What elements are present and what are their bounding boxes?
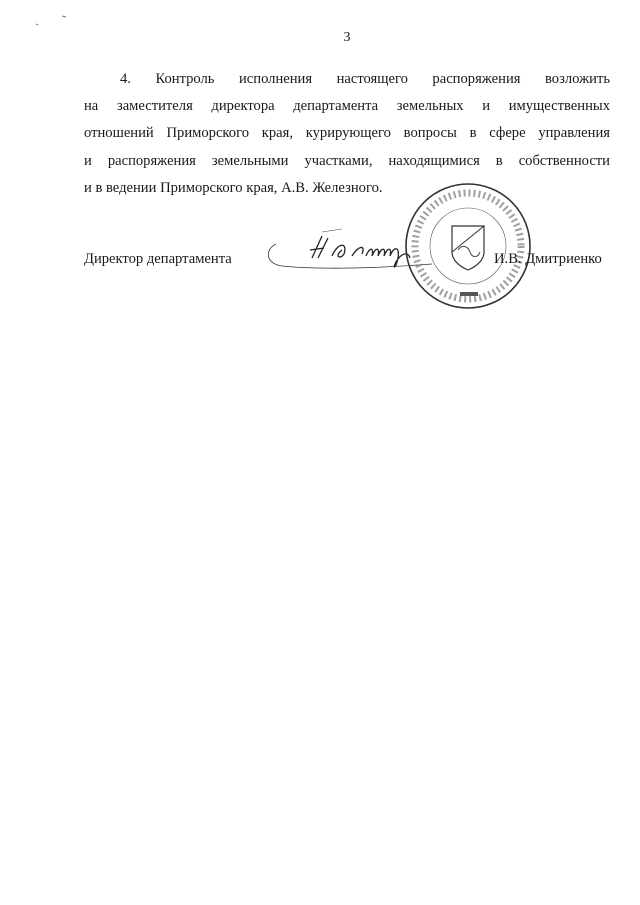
paragraph-line: и распоряжения земельными участками, находящимися в собственности bbox=[84, 152, 610, 169]
signer-name: И.В. Дмитриенко bbox=[494, 251, 602, 267]
paragraph-line: отношений Приморского края, курирующего вопросы в сфере управления bbox=[84, 125, 610, 142]
paragraph-line: 4. Контроль исполнения настоящего распоряжения возложить bbox=[120, 71, 610, 87]
signer-position: Директор департамента bbox=[84, 251, 232, 267]
paragraph-line: и в ведении Приморского края, А.В. Железного. bbox=[84, 179, 383, 196]
paragraph-line: на заместителя директора департамента земельных и имущественных bbox=[84, 98, 610, 115]
official-seal bbox=[398, 180, 538, 310]
page-number: 3 bbox=[343, 30, 351, 45]
